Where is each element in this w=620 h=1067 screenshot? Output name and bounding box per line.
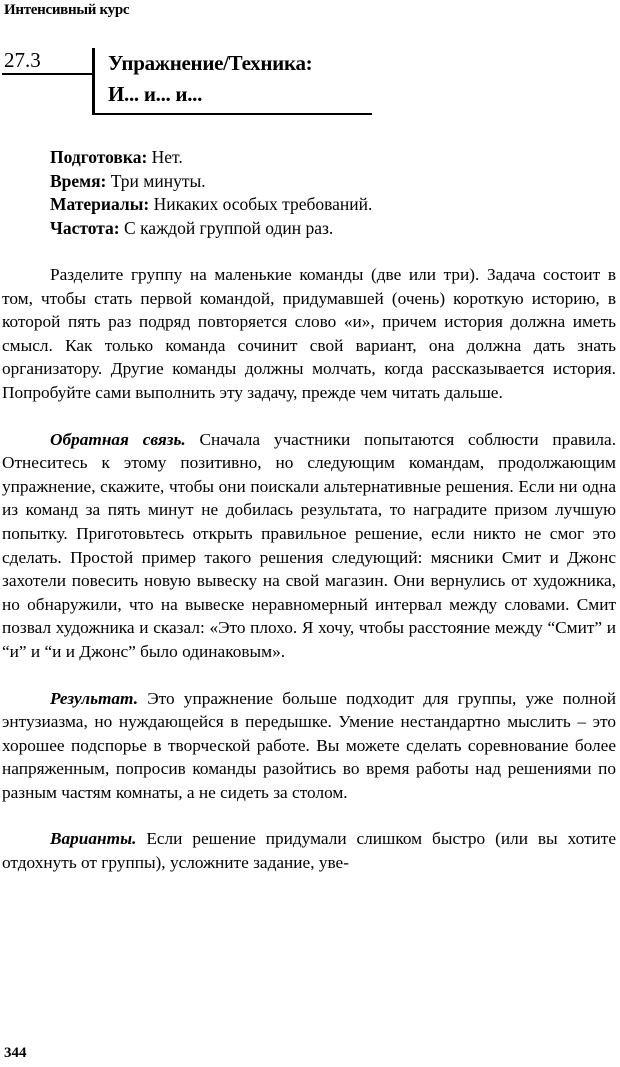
paragraph-text: Разделите группу на маленькие команды (две или три). Задача состоит в том, чтобы стать первой командой, придумавшей (очень) короткую историю, в которой пять раз подряд повторяется слово «и», причем история должна иметь смысл. Как только команда сочинит свой вариант, она должна дать знать организатору. Другие команды должны молчать, когда рассказывается история. Попробуйте сами выполнить эту задачу, прежде чем читать дальше. — [2, 265, 616, 402]
paragraph-feedback — [2, 428, 616, 664]
page-number: 344 — [4, 1045, 27, 1061]
meta-label: Время: — [50, 170, 107, 191]
running-head: Интенсивный курс — [4, 2, 130, 18]
meta-value: Три минуты. — [106, 170, 206, 191]
section-number-underline — [2, 73, 94, 75]
exercise-meta — [50, 146, 372, 240]
title-vertical-rule — [92, 48, 95, 114]
paragraph-text: Сначала участники попытаются соблюсти правила. Отнеситесь к этому позитивно, но следующим командам, продолжающим упражнение, скажите, чтобы они поискали альтернативные решения. Если ни одна из команд за пять минут не добилась результата, то наградите призом лучшую попытку. Приготовьтесь открыть правильное решение, если никто не смог это сделать. Простой пример такого решения следующий: мясники Смит и Джонс захотели повесить новую вывеску на свой магазин. Они вернулись от художника, но обнаружили, что на вывеске неравномерный интервал между словами. Смит позвал художника и сказал: «Это плохо. Я хочу, чтобы расстояние между “Смит” и “и” и “и и Джонс” было одинаковым». — [2, 429, 617, 661]
meta-preparation — [50, 146, 372, 170]
meta-value: С каждой группой один раз. — [119, 217, 334, 238]
meta-label: Материалы: — [50, 194, 150, 214]
paragraph-instructions — [2, 263, 616, 405]
paragraph-lead: Варианты. — [50, 829, 137, 849]
meta-time — [50, 170, 372, 194]
paragraph-result — [2, 687, 616, 805]
title-bottom-rule — [92, 113, 372, 115]
meta-value: Нет. — [147, 147, 183, 167]
section-title — [108, 48, 312, 110]
paragraph-text: Если решение придумали слишком быстро (или вы хотите отдохнуть от группы), усложните задание, уве- — [2, 829, 616, 873]
paragraph-text: Это упражнение больше подходит для группы, уже полной энтузиазма, но нуждающейся в передышке. Умение нестандартно мыслить – это хорошее подспорье в творческой работе. Вы можете сделать соревнование более напряженным, попросив команды разойтись во время работы над решениями по разным частям комнаты, а не сидеть за столом. — [2, 688, 616, 802]
body-text — [2, 263, 616, 875]
meta-label: Подготовка: — [50, 147, 148, 167]
paragraph-lead: Обратная связь. — [50, 429, 186, 449]
meta-materials — [50, 193, 372, 217]
meta-label: Частота: — [50, 217, 120, 238]
meta-value: Никаких особых требований. — [149, 194, 373, 214]
section-title-line1: Упражнение/Техника: — [108, 51, 313, 75]
paragraph-lead: Результат. — [50, 688, 139, 708]
meta-frequency — [50, 217, 372, 241]
section-title-line2: И... и... и... — [108, 82, 203, 106]
section-number: 27.3 — [4, 48, 41, 72]
paragraph-variants — [2, 827, 616, 874]
